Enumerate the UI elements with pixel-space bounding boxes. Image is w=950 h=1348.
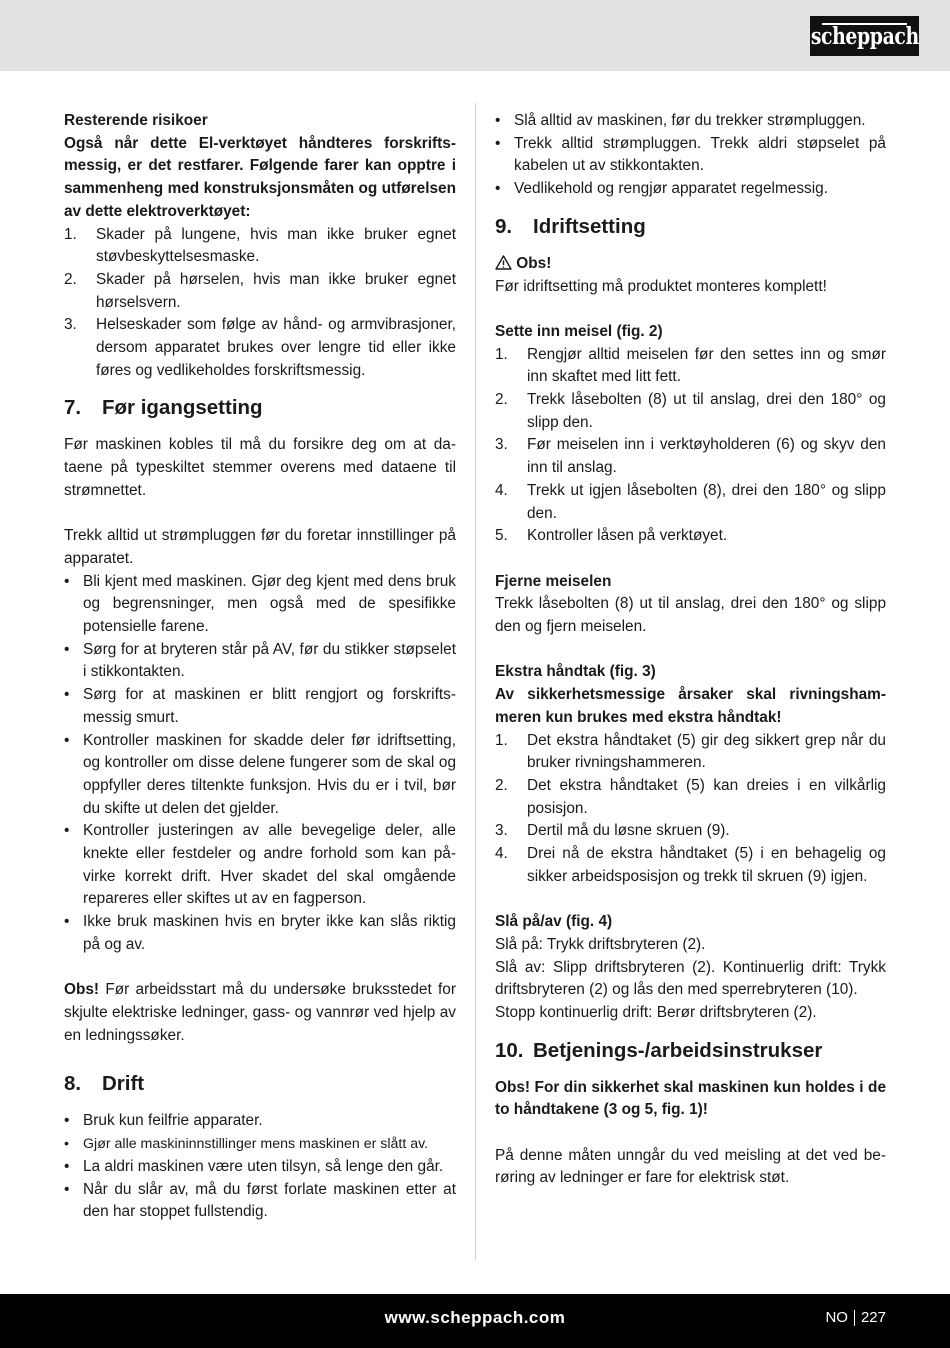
right-column	[495, 110, 886, 1190]
obs-paragraph: Obs! Før arbeidsstart må du undersøke bruksstedet for skjulte elektriske ledninger, gass- og vannrør ved hjelp av en ledningssøker.	[64, 981, 456, 1044]
list-item: 2. Skader på hørselen, hvis man ikke bruker egnet hørselsvern.	[64, 270, 456, 311]
list-item: • Slå alltid av maskinen, før du trekker strømpluggen.	[495, 112, 866, 129]
list-item: 4. Drei nå de ekstra håndtaket (5) i en behagelig og sikker arbeidsposisjon og trekk til skruen (9) igjen.	[495, 845, 886, 885]
list-item: • La aldri maskinen være uten tilsyn, så lenge den går.	[64, 1157, 444, 1175]
list-item: • Bruk kun feilfrie apparater.	[64, 1112, 263, 1130]
paragraph: Stopp kontinuerlig drift: Berør driftsbryteren (2).	[495, 1003, 817, 1021]
paragraph: Slå av: Slipp driftsbryteren (2). Kontinuerlig drift: Trykk driftsbryteren (2) og lås den med sperrebryteren (10).	[495, 958, 886, 999]
paragraph: Før maskinen kobles til må du forsikre deg om at dataene på typeskiltet stemmer overens med dataene til strømnettet.	[64, 436, 456, 499]
list-item: • Sørg for at maskinen er blitt rengjort og forskriftsmessig smurt.	[64, 686, 456, 726]
section-heading-9: 9. Idriftsetting	[495, 214, 646, 238]
list-item: • Gjør alle maskininnstillinger mens maskinen er slått av.	[64, 1136, 429, 1153]
section-heading-10: 10. Betjenings-/arbeidsinstrukser	[495, 1038, 823, 1062]
language-code: NO	[825, 1309, 848, 1326]
paragraph: Obs! For din sikkerhet skal maskinen kun holdes i de to håndtakene (3 og 5, fig. 1)!	[495, 1078, 886, 1119]
risk-title: Resterende risikoer	[64, 112, 208, 129]
logo-text: scheppach	[810, 22, 919, 50]
list-item: • Ikke bruk maskinen hvis en bryter ikke kan slås riktig på og av.	[64, 913, 456, 953]
footer-separator	[854, 1310, 855, 1326]
section-heading-7: 7. Før igangsetting	[64, 396, 263, 420]
paragraph: Slå på: Trykk driftsbryteren (2).	[495, 935, 706, 953]
list-item: 3. Helseskader som følge av hånd- og armvibrasjoner, dersom apparatet brukes over lengre tid eller ikke føres og vedlikeholdes forskriftsmessig.	[64, 316, 456, 379]
subheading: Sette inn meisel (fig. 2)	[495, 322, 663, 340]
subheading: Fjerne meiselen	[495, 572, 612, 590]
section-heading-8: 8. Drift	[64, 1072, 145, 1096]
paragraph: Av sikkerhetsmessige årsaker skal rivningshammeren kun brukes med ekstra håndtak!	[495, 686, 886, 726]
list-item: • Kontroller maskinen for skadde deler før idriftsetting, og kontroller om disse delene fungerer som de skal og oppfyller deres tiltenkte funksjon. Hvis du er i tvil, bør du skifte ut delen det gjelder.	[64, 731, 456, 817]
header-band	[0, 0, 950, 71]
list-item: 1. Skader på lungene, hvis man ikke bruker egnet støvbeskyttelsesmaske.	[64, 225, 456, 266]
subheading: Slå på/av (fig. 4)	[495, 913, 613, 931]
list-item: 5. Kontroller låsen på verktøyet.	[495, 527, 728, 545]
list-item: 3. Før meiselen inn i verktøyholderen (6) og skyv den inn til anslag.	[495, 436, 886, 477]
bullet-list	[64, 1110, 456, 1224]
list-item: 2. Trekk låsebolten (8) ut til anslag, drei den 180° og slipp den.	[495, 391, 886, 431]
numbered-list	[495, 344, 886, 548]
list-item: • Bli kjent med maskinen. Gjør deg kjent med dens bruk og begrensninger, men også med de spesifikke potensielle farene.	[64, 572, 456, 636]
numbered-list	[495, 730, 886, 889]
footer-bar	[0, 1294, 950, 1348]
list-item: 2. Det ekstra håndtaket (5) kan dreies i en vilkårlig posisjon.	[495, 776, 886, 817]
obs-label: Obs!	[64, 981, 100, 999]
column-divider	[475, 103, 476, 1260]
brand-logo	[810, 16, 919, 56]
subheading: Ekstra håndtak (fig. 3)	[495, 663, 656, 681]
warning-label: Obs!	[495, 253, 886, 276]
footer-url[interactable]: www.scheppach.com	[384, 1308, 566, 1327]
list-item: • Når du slår av, må du først forlate maskinen etter at den har stoppet fullstendig.	[64, 1180, 456, 1221]
left-column	[64, 110, 456, 1224]
bullet-list	[495, 110, 886, 201]
page-indicator	[825, 1309, 886, 1326]
paragraph: Trekk alltid ut strømpluggen før du foretar innstillinger på apparatet.	[64, 527, 456, 567]
risk-intro: Også når dette El-verktøyet håndteres forskriftsmessig, er det restfarer. Følgende farer kan opptre i sammenheng med konstruksjonsmåten og utførelsen av dette elektroverktøyet:	[64, 134, 456, 220]
paragraph: På denne måten unngår du ved meisling at det ved berøring av ledninger er fare for elektrisk støt.	[495, 1146, 886, 1187]
list-item: • Vedlikehold og rengjør apparatet regelmessig.	[495, 180, 828, 198]
risk-list	[64, 224, 456, 383]
paragraph: Trekk låsebolten (8) ut til anslag, drei den 180° og slipp den og fjern meiselen.	[495, 595, 886, 636]
list-item: 3. Dertil må du løsne skruen (9).	[495, 822, 730, 840]
page-number: 227	[860, 1309, 886, 1326]
list-item: • Sørg for at bryteren står på AV, før du stikker støpselet i stikkontakten.	[64, 640, 456, 681]
list-item: 1. Rengjør alltid meiselen før den settes inn og smør inn skaftet med litt fett.	[495, 345, 886, 386]
bullet-list	[64, 571, 456, 957]
list-item: • Trekk alltid strømpluggen. Trekk aldri støpselet på kabelen ut av stikkontakten.	[495, 134, 886, 175]
warning-text: Før idriftsetting må produktet monteres komplett!	[495, 277, 827, 295]
list-item: 4. Trekk ut igjen låsebolten (8), drei den 180° og slipp den.	[495, 481, 886, 522]
warning-icon	[495, 255, 512, 270]
list-item: 1. Det ekstra håndtaket (5) gir deg sikkert grep når du bruker rivningshammeren.	[495, 731, 886, 772]
list-item: • Kontroller justeringen av alle bevegelige deler, alle knekte eller festdeler og andre forhold som kan påvirke korrekt drift. Hver skadet del skal omgående repareres eller skiftes ut av en fagperson.	[64, 822, 456, 908]
